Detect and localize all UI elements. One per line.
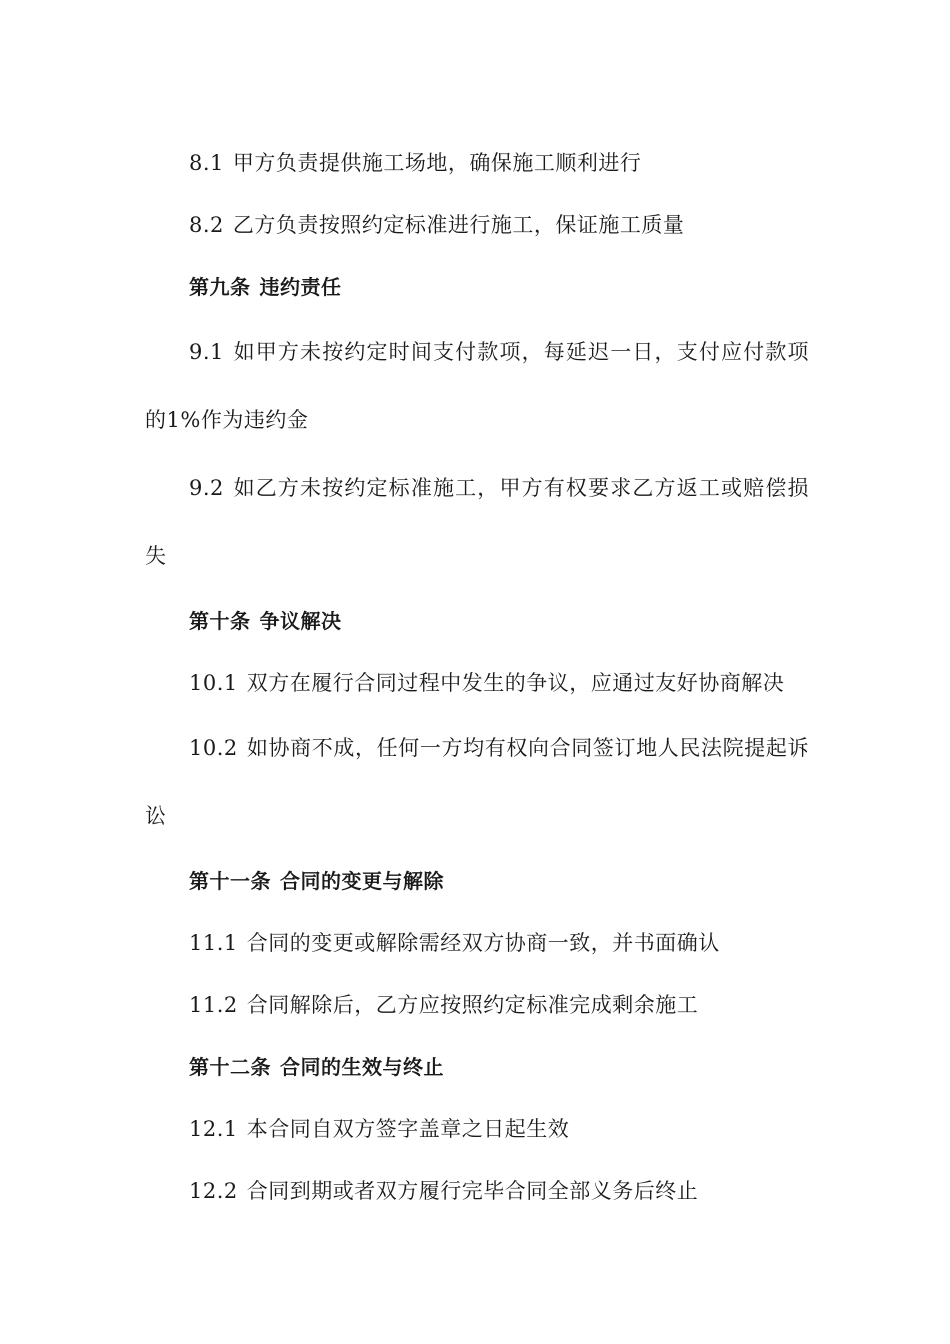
article-12-heading	[145, 1036, 809, 1098]
article-number: 第九条	[189, 275, 251, 299]
clause-11-2	[145, 974, 809, 1036]
clause-8-1	[145, 132, 809, 194]
clause-number: 9.2	[189, 476, 224, 500]
article-10-heading	[145, 590, 809, 652]
clause-text: 如甲方未按约定时间支付款项，每延迟一日，支付应付款项的1%作为违约金	[145, 340, 809, 432]
clause-text: 如协商不成，任何一方均有权向合同签订地人民法院提起诉讼	[145, 736, 809, 828]
clause-number: 11.1	[189, 931, 238, 955]
clause-11-1	[145, 912, 809, 974]
clause-text: 甲方负责提供施工场地，确保施工顺利进行	[232, 151, 642, 175]
clause-number: 9.1	[189, 340, 224, 364]
clause-12-1	[145, 1098, 809, 1160]
clause-text: 合同解除后，乙方应按照约定标准完成剩余施工	[246, 993, 699, 1017]
clause-number: 8.2	[189, 213, 224, 237]
article-number: 第十二条	[189, 1055, 271, 1079]
article-title: 争议解决	[259, 609, 342, 633]
clause-text: 合同到期或者双方履行完毕合同全部义务后终止	[246, 1179, 699, 1203]
clause-8-2	[145, 194, 809, 256]
clause-number: 11.2	[189, 993, 238, 1017]
clause-text: 如乙方未按约定标准施工，甲方有权要求乙方返工或赔偿损失	[145, 476, 809, 568]
clause-9-2	[145, 454, 809, 590]
article-title: 违约责任	[259, 275, 342, 299]
clause-number: 12.1	[189, 1117, 238, 1141]
clause-text: 合同的变更或解除需经双方协商一致，并书面确认	[246, 931, 720, 955]
article-11-heading	[145, 850, 809, 912]
clause-10-1	[145, 652, 809, 714]
article-number: 第十一条	[189, 869, 271, 893]
article-title: 合同的生效与终止	[280, 1055, 444, 1079]
clause-10-2	[145, 714, 809, 850]
clause-number: 10.1	[189, 671, 238, 695]
article-title: 合同的变更与解除	[280, 869, 444, 893]
clause-12-2	[145, 1160, 809, 1222]
clause-number: 12.2	[189, 1179, 238, 1203]
clause-number: 10.2	[189, 736, 238, 760]
clause-text: 乙方负责按照约定标准进行施工，保证施工质量	[232, 213, 685, 237]
clause-text: 双方在履行合同过程中发生的争议，应通过友好协商解决	[246, 671, 785, 695]
article-number: 第十条	[189, 609, 251, 633]
document-body	[145, 132, 809, 1222]
clause-text: 本合同自双方签字盖章之日起生效	[246, 1117, 570, 1141]
clause-number: 8.1	[189, 151, 224, 175]
article-9-heading	[145, 256, 809, 318]
clause-9-1	[145, 318, 809, 454]
